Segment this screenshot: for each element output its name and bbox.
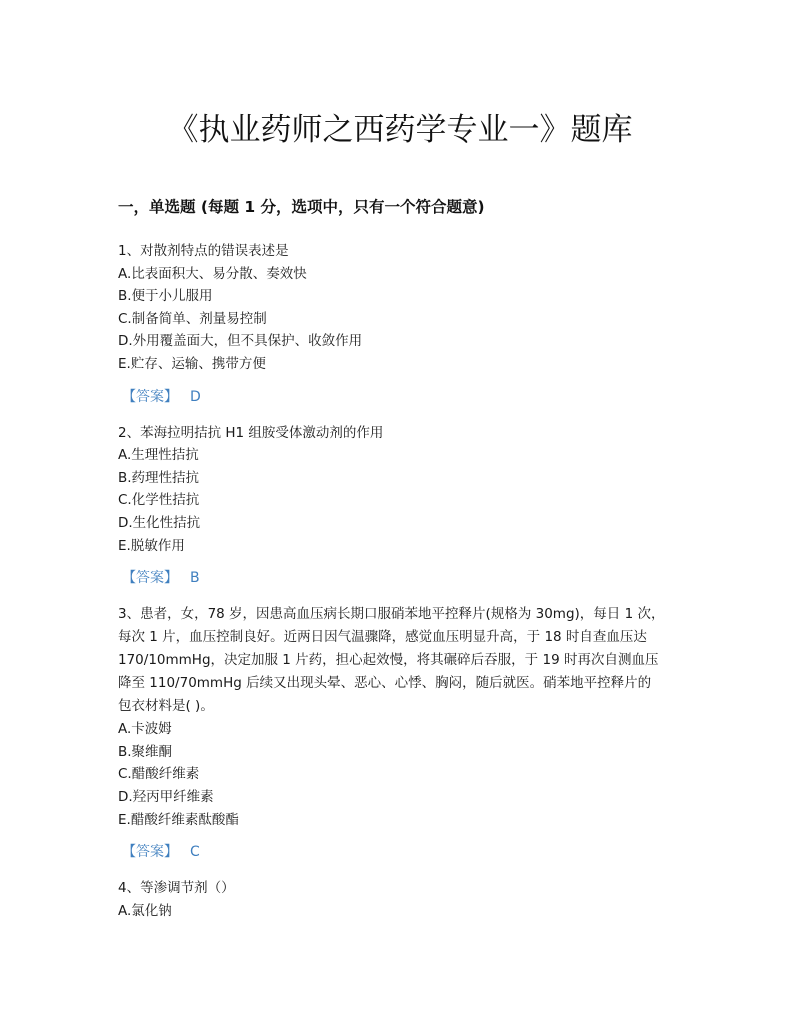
question-stem: 2、苯海拉明拮抗 H1 组胺受体激动剂的作用 bbox=[118, 424, 384, 441]
option-a: A.生理性拮抗 bbox=[118, 447, 199, 464]
option-e: E.脱敏作用 bbox=[118, 537, 185, 554]
option-a: A.卡波姆 bbox=[118, 721, 172, 738]
option-d: D.外用覆盖面大，但不具保护、收敛作用 bbox=[118, 333, 363, 350]
option-e: E.贮存、运输、携带方便 bbox=[118, 355, 266, 372]
answer-line bbox=[122, 841, 678, 863]
question-list bbox=[118, 240, 678, 922]
section-heading: 一，单选题 (每题 1 分，选项中，只有一个符合题意) bbox=[118, 198, 485, 216]
question-stem-line: 170/10mmHg，决定加服 1 片药，担心起效慢，将其碾碎后吞服，于 19 时再次自测血压 bbox=[118, 652, 659, 669]
question-3 bbox=[118, 603, 678, 863]
question-stem-line: 3、患者，女，78 岁，因患高血压病长期口服硝苯地平控释片(规格为 30mg)，每日 1 次， bbox=[118, 606, 665, 623]
answer-value: B bbox=[190, 570, 200, 587]
option-c: C.制备简单、剂量易控制 bbox=[118, 310, 267, 327]
option-d: D.羟丙甲纤维素 bbox=[118, 788, 214, 805]
question-stem: 1、对散剂特点的错误表述是 bbox=[118, 243, 289, 259]
option-a: A.氯化钠 bbox=[118, 902, 172, 919]
question-stem-line: 降至 110/70mmHg 后续又出现头晕、恶心、心悸、胸闷，随后就医。硝苯地平控释片的 bbox=[118, 675, 652, 692]
question-stem-line: 每次 1 片，血压控制良好。近两日因气温骤降，感觉血压明显升高，于 18 时自查血压达 bbox=[118, 629, 647, 646]
option-d: D.生化性拮抗 bbox=[118, 514, 201, 531]
document-title: 《执业药师之西药学专业一》题库 bbox=[167, 112, 633, 148]
option-b: B.便于小儿服用 bbox=[118, 288, 213, 305]
answer-label: 【答案】 bbox=[122, 388, 178, 405]
question-1 bbox=[118, 240, 678, 408]
answer-value: D bbox=[190, 388, 201, 405]
option-c: C.化学性拮抗 bbox=[118, 492, 200, 509]
question-2 bbox=[118, 422, 678, 590]
question-stem: 4、等渗调节剂（） bbox=[118, 880, 235, 897]
answer-label: 【答案】 bbox=[122, 844, 178, 861]
option-b: B.聚维酮 bbox=[118, 743, 173, 760]
option-a: A.比表面积大、易分散、奏效快 bbox=[118, 265, 307, 282]
question-4 bbox=[118, 877, 678, 922]
answer-line bbox=[122, 386, 678, 408]
answer-line bbox=[122, 567, 678, 589]
option-b: B.药理性拮抗 bbox=[118, 469, 200, 486]
option-e: E.醋酸纤维素酞酸酯 bbox=[118, 811, 239, 828]
option-c: C.醋酸纤维素 bbox=[118, 766, 200, 783]
answer-label: 【答案】 bbox=[122, 570, 178, 587]
question-stem-line: 包衣材料是( )。 bbox=[118, 698, 214, 715]
answer-value: C bbox=[190, 844, 200, 861]
